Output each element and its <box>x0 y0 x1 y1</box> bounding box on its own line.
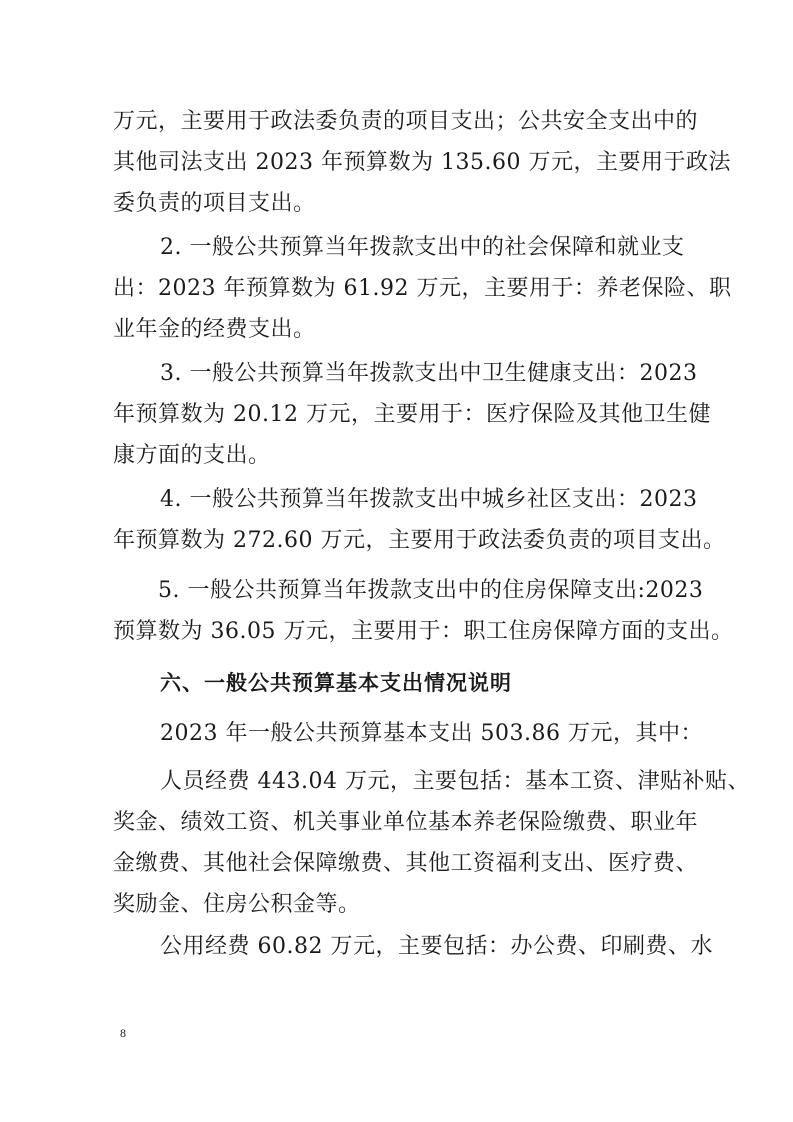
text-line: 出：2023 年预算数为 61.92 万元，主要用于：养老保险、职 <box>113 276 732 301</box>
section-heading: 六、一般公共预算基本支出情况说明 <box>160 671 512 695</box>
text-line: 人员经费 443.04 万元，主要包括：基本工资、津贴补贴、 <box>160 769 750 794</box>
text-line: 公用经费 60.82 万元，主要包括：办公费、印刷费、水 <box>160 934 713 959</box>
text-line: 康方面的支出。 <box>113 443 271 468</box>
text-line: 5. 一般公共预算当年拨款支出中的住房保障支出:2023 <box>158 578 704 603</box>
text-line: 金缴费、其他社会保障缴费、其他工资福利支出、医疗费、 <box>113 851 699 876</box>
text-line: 年预算数为 20.12 万元，主要用于：医疗保险及其他卫生健 <box>113 402 711 427</box>
text-line: 年预算数为 272.60 万元，主要用于政法委负责的项目支出。 <box>113 528 726 553</box>
text-line: 业年金的经费支出。 <box>113 317 316 342</box>
text-line: 2. 一般公共预算当年拨款支出中的社会保障和就业支 <box>160 235 685 260</box>
text-line: 奖励金、住房公积金等。 <box>113 892 361 917</box>
text-line: 委负责的项目支出。 <box>113 191 316 216</box>
text-line: 2023 年一般公共预算基本支出 503.86 万元，其中： <box>160 721 703 746</box>
text-line: 3. 一般公共预算当年拨款支出中卫生健康支出：2023 <box>160 361 698 386</box>
text-line: 4. 一般公共预算当年拨款支出中城乡社区支出：2023 <box>160 487 698 512</box>
text-line: 其他司法支出 2023 年预算数为 135.60 万元，主要用于政法 <box>113 150 731 175</box>
text-line: 奖金、绩效工资、机关事业单位基本养老保险缴费、职业年 <box>113 810 699 835</box>
text-line: 预算数为 36.05 万元，主要用于：职工住房保障方面的支出。 <box>113 619 734 644</box>
text-line: 万元，主要用于政法委负责的项目支出；公共安全支出中的 <box>113 109 699 134</box>
page-number: 8 <box>120 1026 126 1040</box>
